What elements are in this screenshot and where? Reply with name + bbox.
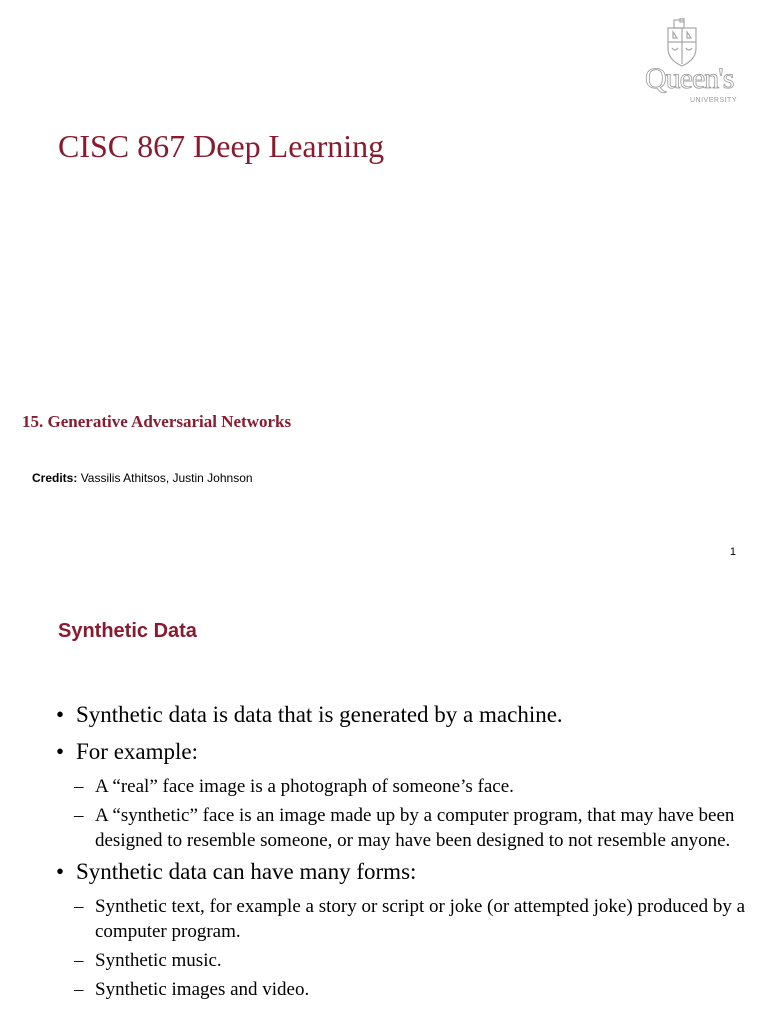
credits-names: Vassilis Athitsos, Justin Johnson: [80, 471, 253, 485]
bullet-list: [56, 700, 746, 1006]
bullet-marker: •: [56, 702, 65, 727]
bullet-text: Synthetic data is data that is generated by a machine.: [76, 702, 563, 727]
slide-heading: Synthetic Data: [58, 620, 197, 642]
lecture-title: 15. Generative Adversarial Networks: [22, 412, 292, 431]
bullet-marker: •: [56, 859, 65, 884]
sub-bullet-item: [56, 977, 746, 1002]
bullet-item: [56, 700, 746, 730]
bullet-text: Synthetic data can have many forms:: [76, 859, 417, 884]
bullet-marker: •: [56, 739, 65, 764]
bullet-text: A “synthetic” face is an image made up by a computer program, that may have been designed to resemble someone, or may have been designed to not resemble anyone.: [95, 805, 735, 851]
dash-marker: –: [74, 896, 84, 917]
bullet-text: Synthetic text, for example a story or script or joke (or attempted joke) produced by a computer program.: [95, 896, 746, 942]
dash-marker: –: [74, 950, 84, 971]
bullet-text: Synthetic music.: [95, 950, 222, 971]
sub-bullet-item: [56, 803, 746, 853]
logo-wordmark: Queen's: [645, 62, 734, 95]
logo-subtext: UNIVERSITY: [690, 97, 738, 104]
dash-marker: –: [74, 776, 84, 797]
sub-bullet-item: [56, 948, 746, 973]
credits-label: Credits:: [32, 471, 78, 485]
bullet-item: [56, 737, 746, 767]
synthetic-data-slide: [0, 586, 768, 1024]
dash-marker: –: [74, 979, 84, 1000]
sub-bullet-item: [56, 894, 746, 944]
dash-marker: –: [74, 805, 84, 826]
bullet-text: Synthetic images and video.: [95, 979, 310, 1000]
credits-line: [32, 471, 253, 485]
bullet-text: For example:: [76, 739, 198, 764]
sub-bullet-item: [56, 774, 746, 799]
bullet-item: [56, 857, 746, 887]
course-title: CISC 867 Deep Learning: [58, 128, 385, 164]
bullet-text: A “real” face image is a photograph of someone’s face.: [95, 776, 514, 797]
page-number: 1: [729, 546, 736, 558]
